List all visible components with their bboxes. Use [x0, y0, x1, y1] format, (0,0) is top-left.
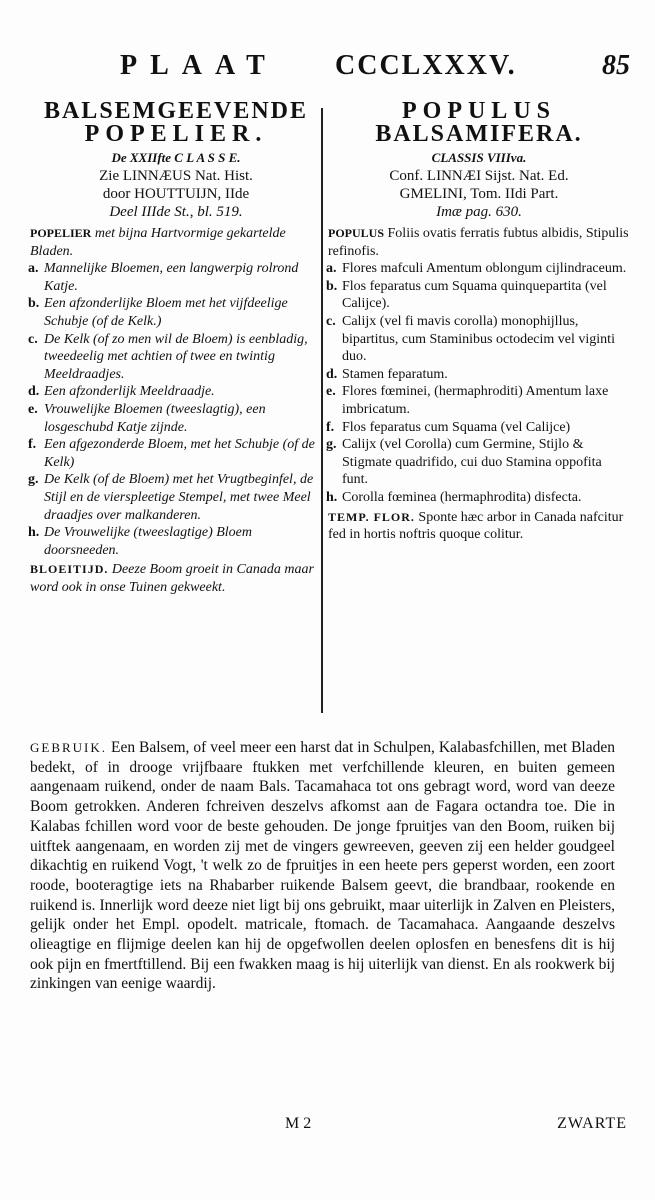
- latin-flowering: [328, 509, 630, 544]
- dutch-column: [30, 100, 322, 596]
- latin-item-f: f. Flos feparatus cum Squama (vel Calijce): [326, 419, 571, 435]
- page-number: 85: [602, 50, 630, 81]
- plate-label: PLAAT: [120, 50, 278, 81]
- latin-title-line1: POPULUS: [401, 98, 556, 124]
- latin-title-line2: BALSAMIFERA.: [375, 121, 583, 147]
- dutch-title-line1: BALSEMGEEVENDE: [43, 98, 309, 124]
- dutch-desc-label: POPELIER: [30, 226, 92, 240]
- latin-desc-label: POPULUS: [328, 226, 385, 240]
- latin-item-h: h. Corolla fœminea (hermaphrodita) disfecta.: [326, 489, 582, 505]
- catchword: ZWARTE: [557, 1115, 627, 1132]
- dutch-description: [30, 225, 322, 260]
- usage-label: GEBRUIK.: [30, 740, 108, 755]
- latin-figure-list: [328, 260, 630, 506]
- dutch-flower-label: BLOEITIJD.: [30, 562, 109, 577]
- usage-text: Een Balsem, of veel meer een harst dat in Schulpen, Kalabasfchillen, met Bladen bedekt, of in drooge vrijfbaare ftukken met verfchillende kleuren, en buiten gemeen aangenaam ruikend, onder de naam Bals. Tacamahaca tot ons gebragt word, word van deeze Boom getrokken. Anderen fchreiven deszelvs afkomst aan de Fagara octandra toe. Die in Kalabas fchillen word voor de beste gehouden. De jonge fpruitjes van den Boom, ruiken bij uitftek aangenaam, en worden zij met de vingers gewreeven, geeven zij een helder goudgeel dikachtig en ruikend Vogt, 't welk zo de fpruitjes in een heete pers geperst worden, een zoort roode, booteragtige iets na Rhabarber ruikende Balsem geevt, die brandbaar, rookende en ruikend is. Innerlijk word deeze niet ligt bij ons gebruikt, maar uiterlijk in Zalven en Pleisters, gelijk onder het Empl. opodelt. matricale, ftomach. de Tacamahaca. Aangaande deszelvs olieagtige en flijmige deelen kan hij de opgefwollen deelen oplosfen en benesfens dit is hij ook pijn en fmertftillend. Bij een fwakken maag is hij uiterlijk van dienst. En als rookwerk bij zinkingen van eenige waardij.: [30, 739, 615, 993]
- latin-column: [328, 100, 630, 544]
- dutch-desc-text: met bijna Hartvormige gekartelde Bladen.: [30, 226, 286, 259]
- dutch-flower-text: Deeze Boom groeit in Canada maar word ook in onse Tuinen gekweekt.: [30, 562, 314, 595]
- dutch-item-d: d. Een afzonderlijk Meeldraadje.: [28, 384, 215, 400]
- latin-ref-line2: GMELINI, Tom. IIdi Part.: [399, 186, 559, 202]
- dutch-item-c: c. De Kelk (of zo men wil de Bloem) is eenbladig, tweedeelig met achtien of twee en twintig Meeldraadjes.: [28, 331, 308, 382]
- usage-paragraph: [30, 738, 615, 994]
- signature-mark: M 2: [285, 1115, 312, 1132]
- dutch-title-line2: POPELIER.: [84, 121, 268, 147]
- dutch-classe: De XXIIfte C L A S S E.: [111, 150, 241, 165]
- dutch-item-e: e. Vrouwelijke Bloemen (tweeslagtig), een losgeschubd Katje zijnde.: [28, 401, 266, 435]
- latin-item-b: b. Flos feparatus cum Squama quinquepartita (vel Calijce).: [326, 278, 607, 312]
- latin-item-e: e. Flores fœminei, (hermaphroditi) Amentum laxe imbricatum.: [326, 384, 609, 417]
- plate-number: CCCLXXXV.: [335, 50, 517, 81]
- latin-item-g: g. Calijx (vel Corolla) cum Germine, Stijlo & Stigmate quadrifido, cui duo Stamina oppofita funt.: [326, 437, 602, 488]
- latin-description: [328, 225, 630, 260]
- latin-item-a: a. Flores mafculi Amentum oblongum cijlindraceum.: [326, 261, 627, 277]
- dutch-item-h: h. De Vrouwelijke (tweeslagtige) Bloem doorsneeden.: [28, 525, 252, 558]
- latin-desc-text: Foliis ovatis ferratis fubtus albidis, Stipulis refinofis.: [328, 226, 629, 259]
- latin-ref-line3: Imæ pag. 630.: [436, 204, 522, 220]
- page-header: [120, 50, 640, 88]
- latin-item-c: c. Calijx (vel fi mavis corolla) monophijllus, bipartitus, cum Staminibus octodecim vel viginti duo.: [326, 313, 615, 365]
- dutch-item-g: g. De Kelk (of de Bloem) met het Vrugtbeginfel, de Stijl en de vierspleetige Stempel, met twee Meel draadjes over malkanderen.: [28, 472, 314, 523]
- dutch-item-b: b. Een afzonderlijke Bloem met het vijfdeelige Schubje (of de Kelk.): [28, 296, 288, 329]
- dutch-flowering: [30, 561, 322, 596]
- latin-classis: CLASSIS VIIIva.: [431, 150, 527, 165]
- latin-ref-line1: Conf. LINNÆI Sijst. Nat. Ed.: [389, 168, 569, 184]
- latin-flower-text: Sponte hæc arbor in Canada nafcitur fed in hortis noftris quoque colitur.: [328, 509, 624, 543]
- dutch-ref-line3: Deel IIIde St., bl. 519.: [109, 204, 243, 220]
- dutch-item-f: f. Een afgezonderde Bloem, met het Schubje (of de Kelk): [28, 437, 315, 470]
- latin-item-d: d. Stamen feparatum.: [326, 366, 448, 382]
- dutch-ref-line1: Zie LINNÆUS Nat. Hist.: [99, 168, 253, 184]
- dutch-ref-line2: door HOUTTUIJN, IIde: [102, 186, 250, 202]
- dutch-figure-list: [30, 260, 322, 559]
- latin-flower-label: TEMP. FLOR.: [328, 509, 415, 524]
- dutch-item-a: a. Mannelijke Bloemen, een langwerpig rolrond Katje.: [28, 261, 299, 294]
